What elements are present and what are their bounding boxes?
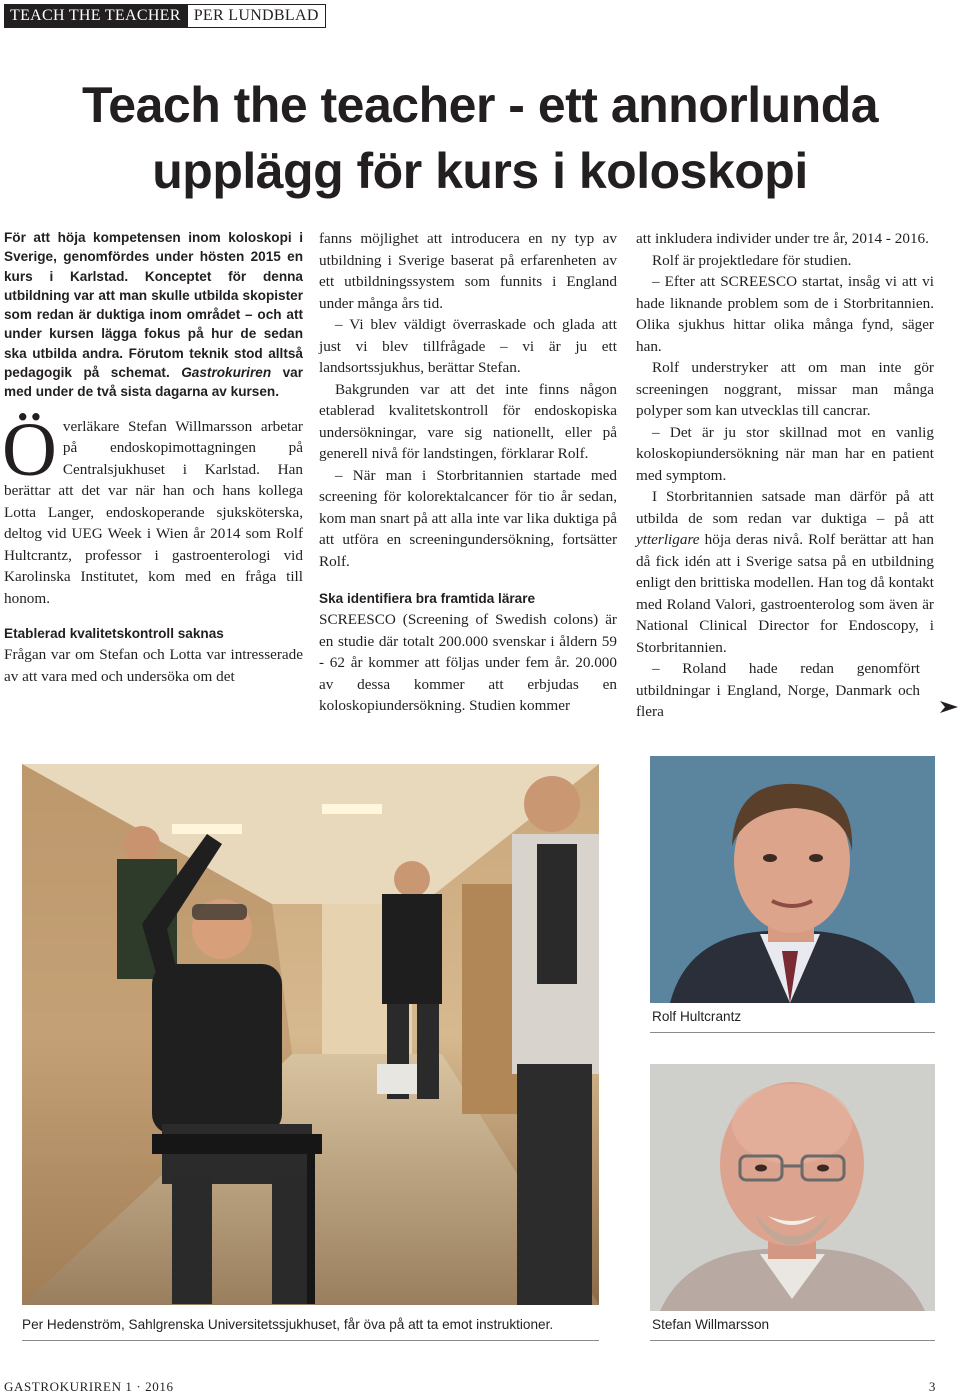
body-paragraph: Rolf är projektledare för studien.	[652, 251, 852, 269]
body-paragraph: Rolf understryker att om man inte gör screeningen noggrant, missar man många polyper som kan utvecklas till cancrar.	[636, 359, 934, 419]
body-paragraph	[636, 486, 934, 658]
lead-text-end: var med under de två sista dagarna av kursen.	[4, 365, 304, 400]
caption-divider	[22, 1340, 599, 1341]
title-line-2: upplägg för kurs i koloskopi	[152, 143, 808, 199]
article-title	[0, 72, 960, 204]
body-paragraph: att inkludera individer under tre år, 2014 - 2016.	[636, 230, 929, 247]
lead-italic: Gastrokuriren	[181, 365, 272, 381]
caption-divider	[650, 1032, 935, 1033]
body-paragraph: SCREESCO (Screening of Swedish colons) är en studie där totalt 200.000 svenskar i åldern 59 - 62 år kommer att följas under fem år. 20.000 av dessa kommer att erbjudas en koloskopiundersökning. Studien kommer	[319, 611, 617, 714]
body-paragraph	[2, 407, 303, 610]
stefan-caption: Stefan Willmarsson	[652, 1317, 770, 1332]
lead-paragraph	[4, 228, 303, 402]
footer-publication: GASTROKURIREN 1 · 2016	[4, 1379, 174, 1394]
drop-cap: Ö	[2, 407, 57, 492]
paragraph-text: I Storbritannien satsade man därför på att utbilda de som redan var duktiga – på att	[636, 488, 934, 527]
stefan-willmarsson-photo	[650, 1064, 935, 1311]
caption-divider	[650, 1340, 935, 1341]
lead-text: För att höja kompetensen inom koloskopi i Sverige, genomfördes under hösten 2015 en kurs i Karlstad. Konceptet för denna utbildning var att man skulle utbilda skopister som redan är duktiga inom området – och att under kursen lägga fokus på hur de sedan ska utbilda andra. Förutom teknik stod alltså pedagogik på schemat.	[4, 230, 303, 381]
subheading: Etablerad kvalitetskontroll saknas	[4, 626, 224, 642]
body-paragraph: Bakgrunden var att det inte finns någon etablerad kvalitetskontroll för endoskopiska undersökningar, vare sig nationellt, eller på generell nivå för landstingen, förklarar Rolf.	[319, 380, 617, 462]
italic-word: ytterligare	[636, 531, 700, 548]
body-paragraph: – Det är ju stor skillnad mot en vanlig koloskopiundersökning när man har en patient med symptom.	[636, 423, 934, 484]
paragraph-text: höja deras nivå. Rolf berättar att han då fick idén att i Sverige satsa på en utbildning enligt den brittiska modellen. Han tog då kontakt med Roland Valori, gastroenterolog som även är National Clinical Director for Endoscopy, i Storbritannien.	[636, 531, 934, 656]
column-2	[319, 228, 617, 717]
column-1	[4, 228, 303, 687]
body-paragraph: – Efter att SCREESCO startat, insåg vi att vi hade liknande problem som de i Storbritannien. Olika sjukhus hittar olika många fynd, säger han.	[636, 273, 934, 355]
title-line-1: Teach the teacher - ett annorlunda	[81, 77, 879, 133]
author-label: PER LUNDBLAD	[187, 4, 326, 28]
body-paragraph: – Vi blev väldigt överraskade och glada att just vi blev tillfrågade – vi är ju ett landsortssjukhus, berättar Stefan.	[319, 316, 617, 376]
continue-arrow-icon	[940, 700, 958, 714]
section-label: TEACH THE TEACHER	[4, 4, 187, 28]
rolf-caption: Rolf Hultcrantz	[652, 1009, 742, 1024]
body-paragraph: – När man i Storbritannien startade med screening för kolorektalcancer för tio år sedan, kom man snart på att alla inte var lika duktiga på att utföra en screeningundersökning, fortsätter Rolf.	[319, 466, 617, 570]
hallway-photo	[22, 764, 599, 1305]
body-paragraph: Frågan var om Stefan och Lotta var intresserade av att vara med och undersöka om det	[4, 646, 303, 685]
rolf-hultcrantz-photo	[650, 756, 935, 1003]
subheading: Ska identifiera bra framtida lärare	[319, 591, 536, 606]
page-number: 3	[928, 1379, 936, 1394]
section-header	[4, 4, 326, 28]
paragraph-text: verläkare Stefan Willmarsson arbetar på endoskopimottagningen på Centralsjukhuset i Karlstad. Han berättar att det var när han och hans kollega Lotta Langer, endoskoperande sjuksköterska, deltog vid UEG Week i Wien år 2014 som Rolf Hultcrantz, professor i gastroenterologi vid Karolinska Institutet, kom med en fråga till honom.	[4, 417, 303, 607]
body-paragraph: – Roland hade redan genomfört utbildningar i England, Norge, Danmark och flera	[636, 660, 920, 720]
main-photo-caption: Per Hedenström, Sahlgrenska Universitetssjukhuset, får öva på att ta emot instruktioner.	[22, 1317, 554, 1332]
body-paragraph: fanns möjlighet att introducera en ny typ av utbildning i Sverige baserat på erfarenheten av ett utbildningssystem som funnits i England under många års tid.	[319, 230, 617, 312]
column-3	[636, 228, 934, 723]
